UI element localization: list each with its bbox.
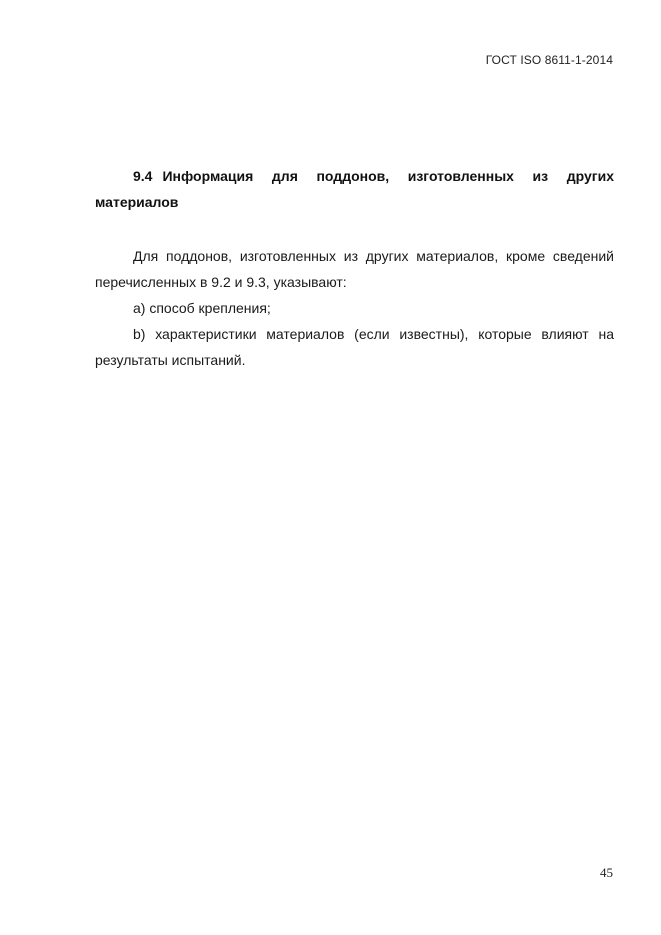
list-item-a: a) способ крепления; (133, 300, 271, 316)
section-title: Информация для поддонов, изготовленных из других материалов (95, 168, 614, 210)
page-content (95, 163, 614, 373)
paragraph-intro: Для поддонов, изготовленных из других материалов, кроме сведений перечисленных в 9.2 и 9.3, указывают: (95, 248, 614, 290)
standard-code-header: ГОСТ ISO 8611-1-2014 (485, 53, 613, 67)
page-number: 45 (600, 865, 613, 880)
section-heading (95, 163, 614, 215)
list-item-b: b) характеристики материалов (если известны), которые влияют на результаты испытаний. (95, 326, 614, 368)
section-number: 9.4 (133, 168, 153, 184)
section-body (95, 243, 614, 373)
